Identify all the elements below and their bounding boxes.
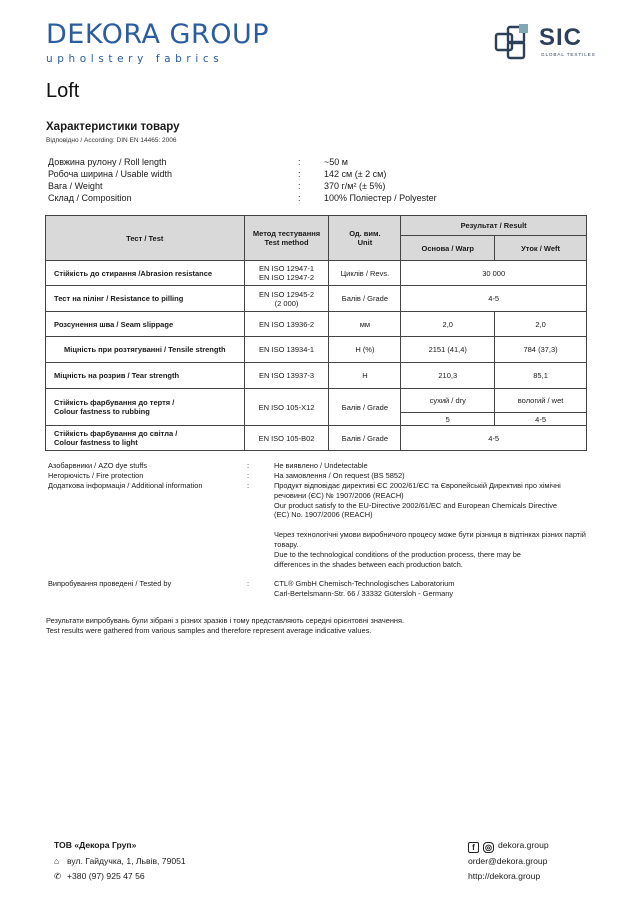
footer-links	[468, 838, 549, 885]
info-key: Негорючість / Fire protection	[48, 471, 144, 480]
spec-row	[48, 192, 568, 204]
test-method	[244, 286, 329, 312]
info-value	[274, 481, 604, 569]
test-method: EN ISO 13937-3	[244, 363, 329, 389]
spec-key: Склад / Composition	[48, 193, 132, 203]
header-unit	[329, 216, 401, 261]
test-unit: Балів / Grade	[329, 286, 401, 312]
spec-key: Вага / Weight	[48, 181, 103, 191]
site-link[interactable]: http://dekora.group	[468, 871, 541, 881]
sic-emblem-icon	[493, 22, 537, 64]
header-unit-en: Unit	[357, 238, 373, 247]
test-result-warp: 2151 (41,4)	[401, 337, 495, 363]
spec-row	[48, 180, 568, 192]
info-line: Продукт відповідає директиві ЄС 2002/61/ЄС та Європейській Директиві про хімічні	[274, 481, 561, 490]
test-name-ua: Стійкість фарбування до світла /	[54, 429, 178, 438]
phone-line[interactable]	[54, 869, 186, 885]
method-line: EN ISO 12947-1	[259, 264, 315, 273]
spec-row	[48, 156, 568, 168]
info-value: Не виявлено / Undetectable	[274, 461, 368, 470]
social-handle[interactable]: dekora.group	[498, 840, 549, 850]
test-name: Міцність на розрив / Tear strength	[46, 363, 245, 389]
info-colon: :	[247, 579, 250, 588]
table-row	[46, 426, 587, 451]
social-line[interactable]	[468, 838, 549, 854]
test-result-weft: 784 (37,3)	[495, 337, 587, 363]
header-method-en: Test method	[264, 238, 309, 247]
spec-colon: :	[298, 157, 301, 167]
test-result-weft: 85,1	[495, 363, 587, 389]
brand-name: DEKORA GROUP	[46, 19, 270, 50]
info-line: Через технологічні умови виробничого процесу може бути різниця в відтінках різних партій	[274, 530, 586, 540]
test-name: Тест на пілінг / Resistance to pilling	[46, 286, 245, 312]
test-result-weft: 2,0	[495, 312, 587, 337]
info-line: CTL® GmbH Chemisch-Technologisches Laboratorium	[274, 579, 455, 588]
info-line: (EC) No. 1907/2006 (REACH)	[274, 510, 373, 520]
partner-name: SIC	[539, 24, 583, 51]
test-result-warp: 210,3	[401, 363, 495, 389]
test-result: 30 000	[401, 261, 587, 286]
test-name-en: Colour fastness to rubbing	[54, 407, 150, 416]
info-line: Carl-Bertelsmann-Str. 66 / 33332 Gütersloh - Germany	[274, 588, 454, 598]
info-key: Азобарвники / AZO dye stuffs	[48, 461, 148, 470]
header-weft: Уток / Weft	[495, 236, 587, 261]
note-line-en: Test results were gathered from various samples and therefore represent average indicative values.	[46, 626, 372, 635]
header-warp: Основа / Warp	[401, 236, 495, 261]
test-name	[46, 426, 245, 451]
spec-colon: :	[298, 169, 301, 179]
test-result-warp: 2,0	[401, 312, 495, 337]
info-colon: :	[247, 461, 250, 470]
test-method: EN ISO 13936-2	[244, 312, 329, 337]
spec-list	[48, 156, 568, 204]
characteristics-subtitle: Відповідно / According: DIN EN 14465: 2006	[46, 137, 177, 144]
test-unit: Балів / Grade	[329, 426, 401, 451]
test-name-ua: Стійкість фарбування до тертя /	[54, 398, 175, 407]
test-unit: Балів / Grade	[329, 389, 401, 426]
brand-tagline: upholstery fabrics	[46, 53, 224, 65]
header-test: Тест / Test	[46, 216, 245, 261]
info-value	[274, 579, 604, 599]
header-result: Результат / Result	[401, 216, 587, 236]
header-method-ua: Метод тестування	[252, 229, 321, 238]
info-key: Випробування проведені / Tested by	[48, 579, 172, 588]
spec-value: 370 г/м² (± 5%)	[324, 181, 386, 191]
test-name	[46, 389, 245, 426]
test-unit: Н	[329, 363, 401, 389]
product-title: Loft	[46, 80, 80, 102]
table-row	[46, 286, 587, 312]
info-line: Our product satisfy to the EU-Directive 2002/61/EC and European Chemicals Directive	[274, 500, 558, 510]
facebook-icon[interactable]: f	[468, 842, 479, 853]
test-method: EN ISO 105-X12	[244, 389, 329, 426]
footer-contacts	[54, 838, 186, 885]
table-row	[46, 337, 587, 363]
test-result-dry: 5	[401, 413, 495, 426]
test-result-wet: 4-5	[495, 413, 587, 426]
spec-row	[48, 168, 568, 180]
test-method: EN ISO 105-B02	[244, 426, 329, 451]
dekora-logo	[46, 20, 269, 65]
info-colon: :	[247, 481, 250, 490]
spec-value: ~50 м	[324, 157, 348, 167]
test-method: EN ISO 13934-1	[244, 337, 329, 363]
characteristics-title: Характеристики товару	[46, 121, 180, 133]
address-line	[54, 854, 186, 870]
test-method	[244, 261, 329, 286]
test-result: 4-5	[401, 426, 587, 451]
info-key: Додаткова інформація / Additional information	[48, 481, 203, 490]
test-unit: Циклів / Revs.	[329, 261, 401, 286]
company-name: ТОВ «Декора Груп»	[54, 840, 137, 850]
test-name: Міцність при розтягуванні / Tensile strength	[46, 337, 245, 363]
test-name-en: Colour fastness to light	[54, 438, 138, 447]
home-icon: ⌂	[54, 855, 60, 866]
info-line: Due to the technological conditions of the production process, there may be	[274, 549, 521, 559]
sic-logo	[493, 22, 603, 64]
spec-colon: :	[298, 193, 301, 203]
spec-colon: :	[298, 181, 301, 191]
info-line: differences in the shades between each production batch.	[274, 559, 463, 569]
note-line-ua: Результати випробувань були зібрані з різних зразків і тому представляють середні орієнтовні значення.	[46, 616, 405, 625]
header-unit-ua: Од. вим.	[349, 229, 381, 238]
spec-value: 142 см (± 2 см)	[324, 169, 387, 179]
method-line: EN ISO 12945-2	[259, 289, 315, 299]
table-row	[46, 363, 587, 389]
phone-text[interactable]: +380 (97) 925 47 56	[67, 871, 145, 881]
results-table	[45, 215, 587, 451]
header-method	[244, 216, 329, 261]
info-line: речовини (ЄС) № 1907/2006 (REACH)	[274, 490, 404, 500]
spec-value: 100% Поліестер / Polyester	[324, 193, 437, 203]
wet-label: вологий / wet	[495, 389, 587, 413]
partner-subtitle: GLOBAL TEXTILES	[541, 52, 596, 57]
spec-key: Робоча ширина / Usable width	[48, 169, 173, 179]
instagram-icon[interactable]: ◎	[483, 842, 494, 853]
test-name: Розсунення шва / Seam slippage	[46, 312, 245, 337]
table-row	[46, 261, 587, 286]
results-note	[46, 616, 404, 636]
method-line: EN ISO 12947-2	[259, 273, 315, 282]
info-value: На замовлення / On request (BS 5852)	[274, 471, 405, 480]
method-line: (2 000)	[274, 298, 299, 308]
spec-key: Довжина рулону / Roll length	[48, 157, 167, 167]
test-unit: мм	[329, 312, 401, 337]
phone-icon: ✆	[54, 871, 62, 881]
email-link[interactable]: order@dekora.group	[468, 855, 548, 866]
address-text: вул. Гайдучка, 1, Львів, 79051	[67, 855, 186, 866]
test-name: Стійкість до стирання /Abrasion resistance	[46, 261, 245, 286]
dry-label: сухий / dry	[401, 389, 495, 413]
test-unit: Н (%)	[329, 337, 401, 363]
test-result: 4-5	[401, 286, 587, 312]
table-row	[46, 389, 587, 413]
info-colon: :	[247, 471, 250, 480]
table-row	[46, 312, 587, 337]
info-line: товару.	[274, 539, 299, 549]
